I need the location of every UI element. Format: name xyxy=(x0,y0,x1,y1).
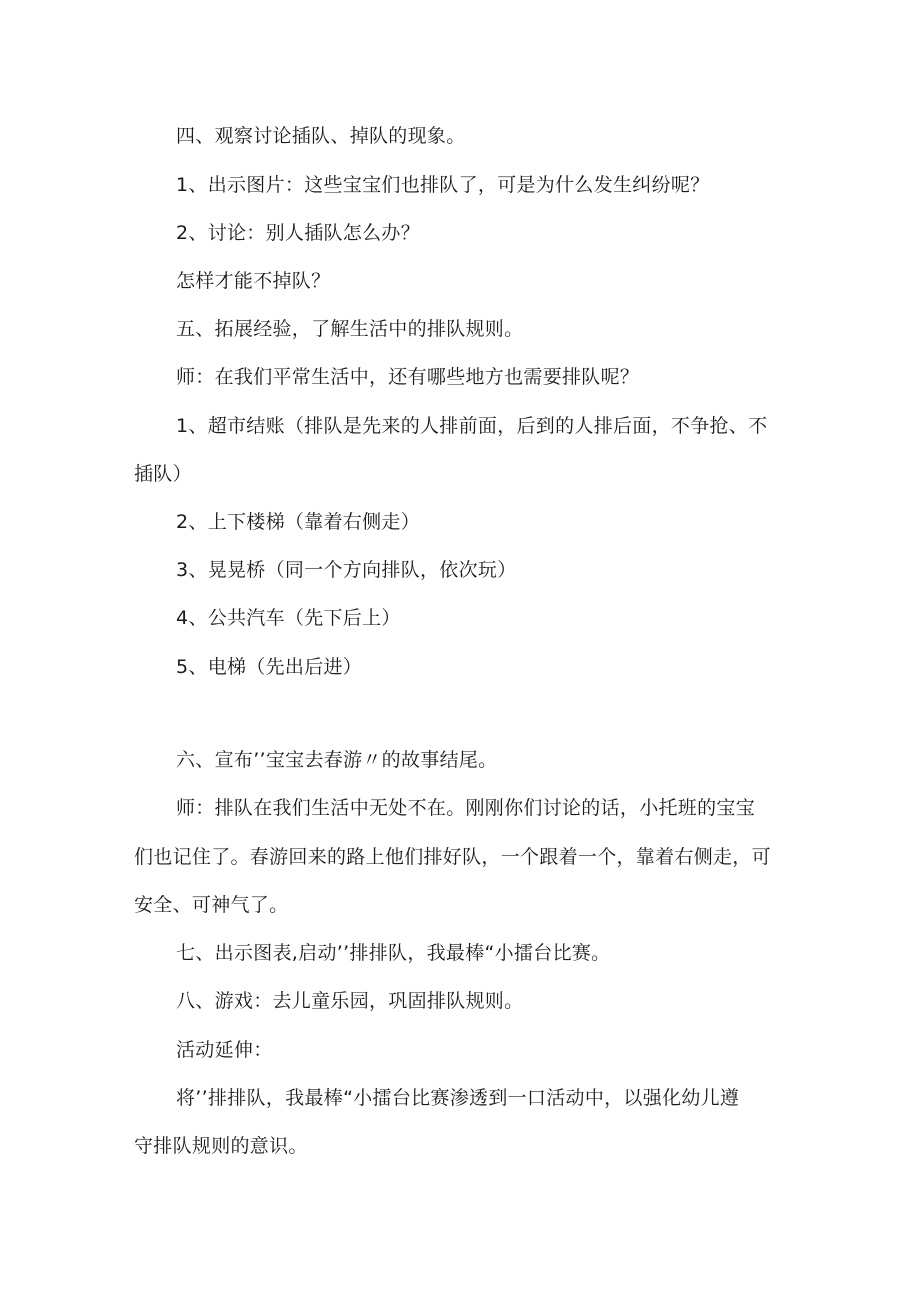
paragraph-line: 守排队规则的意识。 xyxy=(134,1135,308,1157)
paragraph-line: 师：排队在我们生活中无处不在。刚刚你们讨论的话，小托班的宝宝 xyxy=(176,797,756,819)
section-heading-6: 六、宣布’’宝宝去春游〃的故事结尾。 xyxy=(176,749,498,771)
section-heading-5: 五、拓展经验，了解生活中的排队规则。 xyxy=(176,318,524,340)
paragraph-line: 将’’排排队，我最棒“小擂台比赛渗透到一口活动中，以强化幼儿遵 xyxy=(176,1087,740,1109)
section-heading-8: 八、游戏：去儿童乐园，巩固排队规则。 xyxy=(176,990,524,1012)
list-item: 5、电梯（先出后进） xyxy=(176,656,363,678)
paragraph-line: 师：在我们平常生活中，还有哪些地方也需要排队呢？ xyxy=(176,366,640,388)
paragraph-line: 1、出示图片：这些宝宝们也排队了，可是为什么发生纠纷呢？ xyxy=(176,174,710,196)
paragraph-line: 怎样才能不掉队？ xyxy=(176,270,331,292)
list-item: 3、晃晃桥（同一个方向排队，依次玩） xyxy=(176,559,517,581)
paragraph-line: 2、讨论：别人插队怎么办？ xyxy=(176,222,420,244)
section-heading-4: 四、观察讨论插队、掉队的现象。 xyxy=(176,125,466,147)
list-item: 1、超市结账（排队是先来的人排前面，后到的人排后面，不争抢、不 xyxy=(176,415,768,437)
paragraph-line: 安全、可神气了。 xyxy=(134,894,289,916)
list-item-continuation: 插队） xyxy=(134,463,192,485)
section-heading-7: 七、出示图表,启动’’排排队，我最棒“小擂台比赛。 xyxy=(176,942,611,964)
activity-extension-heading: 活动延伸： xyxy=(176,1039,273,1061)
paragraph-line: 们也记住了。春游回来的路上他们排好队，一个跟着一个，靠着右侧走，可 xyxy=(134,846,771,868)
list-item: 2、上下楼梯（靠着右侧走） xyxy=(176,511,420,533)
list-item: 4、公共汽车（先下后上） xyxy=(176,607,401,629)
